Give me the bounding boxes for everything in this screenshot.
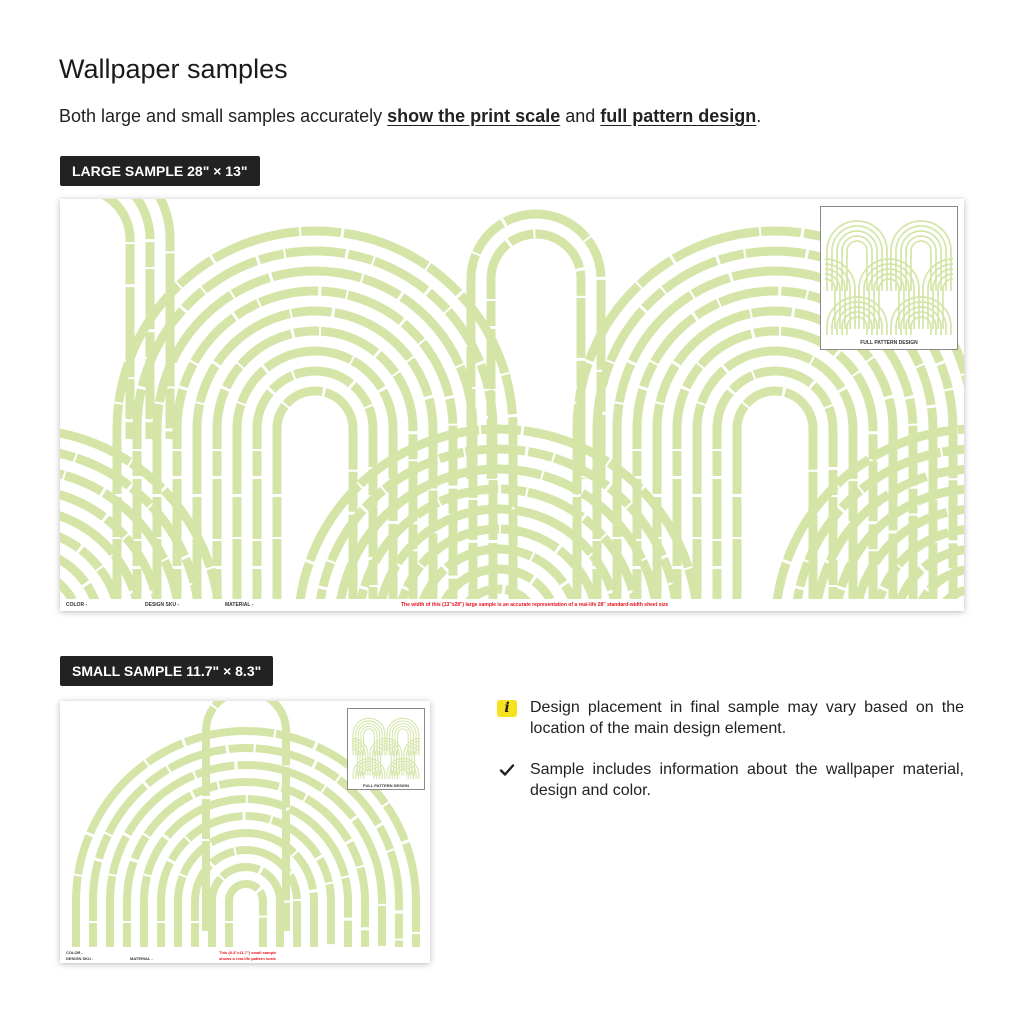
page-title: Wallpaper samples (59, 54, 288, 84)
arch-stroke (229, 884, 263, 947)
sample-notes (497, 698, 964, 822)
arch-stroke (60, 199, 130, 439)
footer-design-sku: DESIGN SKU - (145, 602, 180, 608)
full-pattern-preview (352, 713, 420, 779)
footer-design-sku: DESIGN SKU - (66, 956, 94, 961)
thumbnail-caption: FULL PATTERN DESIGN (363, 783, 409, 788)
info-icon: i (497, 700, 517, 717)
large-pattern-thumbnail (820, 206, 958, 350)
arch-stroke (277, 391, 353, 599)
large-sample-label: LARGE SAMPLE 28" × 13" (60, 156, 260, 186)
small-sample-label: SMALL SAMPLE 11.7" × 8.3" (60, 656, 273, 686)
arch-stroke (60, 509, 140, 599)
arch-stroke (212, 867, 280, 947)
footer-color: COLOR - (66, 602, 88, 608)
note-information-text: Sample includes information about the wallpaper material, design and color. (530, 761, 964, 799)
thumbnail-caption: FULL PATTERN DESIGN (860, 340, 918, 346)
footer-scale-note: The width of this (13"x28") large sample is an accurate representation of a real-life 28" standard-width sheet size (401, 602, 669, 608)
print-scale-link[interactable]: show the print scale (387, 106, 561, 126)
large-sample-sheet (60, 199, 964, 611)
full-pattern-preview (825, 211, 953, 335)
note-information (497, 760, 964, 801)
check-icon (499, 762, 515, 778)
subtitle-text-end: . (756, 106, 762, 126)
full-pattern-link[interactable]: full pattern design (600, 106, 757, 126)
page-subtitle (59, 106, 761, 127)
footer-material: MATERIAL - (130, 956, 153, 961)
footer-color: COLOR - (66, 950, 83, 955)
footer-scale-note-1: This (8.3"x11.7") small sample (219, 950, 277, 955)
small-pattern-thumbnail (347, 708, 425, 790)
note-placement-text: Design placement in final sample may vary based on the location of the main design element. (530, 699, 964, 737)
subtitle-text-start: Both large and small samples accurately (59, 106, 388, 126)
subtitle-text-middle: and (560, 106, 601, 126)
note-placement (497, 698, 964, 739)
small-sample-sheet (60, 701, 430, 963)
footer-material: MATERIAL - (225, 602, 254, 608)
footer-scale-note-2: shows a real-life pattern scale (219, 956, 276, 961)
